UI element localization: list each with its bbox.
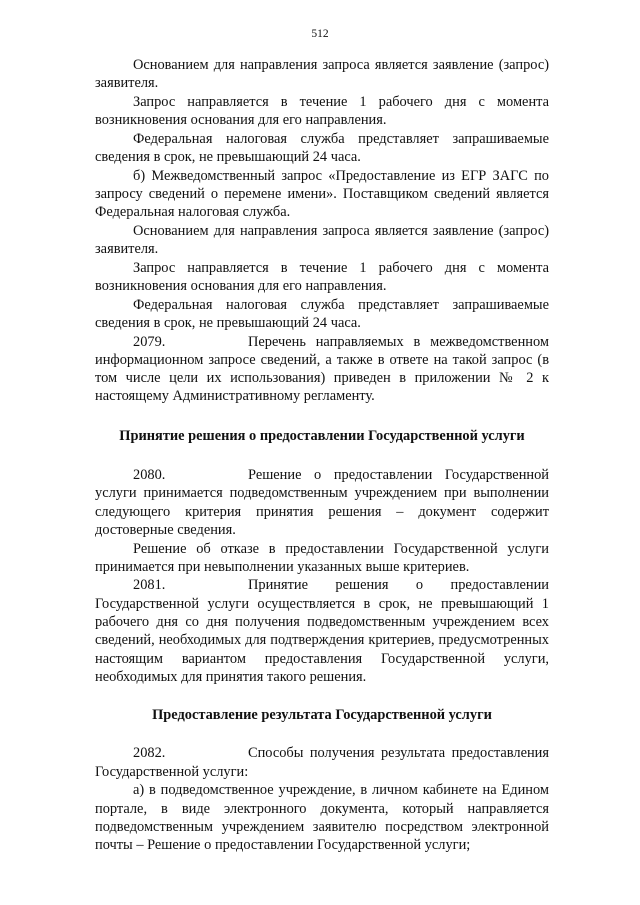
- item-text: Решение о предоставлении Государственной услуги принимается подведомственным учреждением при выполнении следующего критерия принятия решения – документ содержит достоверные сведения.: [95, 467, 549, 538]
- paragraph: Федеральная налоговая служба представляет запрашиваемые сведения в срок, не превышающий 24 часа.: [95, 130, 549, 166]
- paragraph: Запрос направляется в течение 1 рабочего дня с момента возникновения основания для его направления.: [95, 93, 549, 129]
- numbered-paragraph: [95, 466, 549, 539]
- item-text: Перечень направляемых в межведомственном информационном запросе сведений, а также в ответе на такой запрос (в том числе цели их использования) приведен в приложении № 2 к настоящему Административному регламенту.: [95, 333, 549, 405]
- numbered-paragraph: [95, 744, 549, 781]
- numbered-paragraph: [95, 576, 549, 686]
- paragraph: а) в подведомственное учреждение, в личном кабинете на Едином портале, в виде электронного документа, который направляется подведомственным учреждением заявителю посредством электронной почты – Решение о предоставлении Государственной услуги;: [95, 782, 549, 854]
- document-body: [95, 56, 549, 855]
- item-number: 2079.: [133, 333, 166, 350]
- numbered-paragraph: [95, 333, 549, 406]
- item-text: Принятие решения о предоставлении Государственной услуги осуществляется в срок, не превышающий 1 рабочего дня со дня получения подведомственным учреждением всех сведений, необходимых для подтверждения критериев, предусмотренных настоящим вариантом предоставления Государственной услуги, необходимых для принятия такого решения.: [95, 577, 549, 685]
- item-text: Способы получения результата предоставления Государственной услуги:: [95, 745, 549, 780]
- paragraph: Федеральная налоговая служба представляет запрашиваемые сведения в срок, не превышающий 24 часа.: [95, 296, 549, 331]
- paragraph: Запрос направляется в течение 1 рабочего дня с момента возникновения основания для его направления.: [95, 259, 549, 295]
- item-number: 2080.: [133, 467, 166, 484]
- paragraph: б) Межведомственный запрос «Предоставление из ЕГР ЗАГС по запросу сведений о перемене имени». Поставщиком сведений является Федеральная налоговая служба.: [95, 167, 549, 221]
- paragraph: Основанием для направления запроса является заявление (запрос) заявителя.: [95, 222, 549, 258]
- section-heading: Предоставление результата Государственной услуги: [152, 707, 492, 724]
- page-number: 512: [311, 28, 329, 40]
- paragraph: Решение об отказе в предоставлении Государственной услуги принимается при невыполнении указанных выше критериев.: [95, 540, 549, 575]
- section-heading: Принятие решения о предоставлении Государственной услуги: [119, 427, 525, 444]
- item-number: 2082.: [133, 745, 166, 762]
- item-number: 2081.: [133, 577, 166, 594]
- paragraph: Основанием для направления запроса является заявление (запрос) заявителя.: [95, 57, 549, 92]
